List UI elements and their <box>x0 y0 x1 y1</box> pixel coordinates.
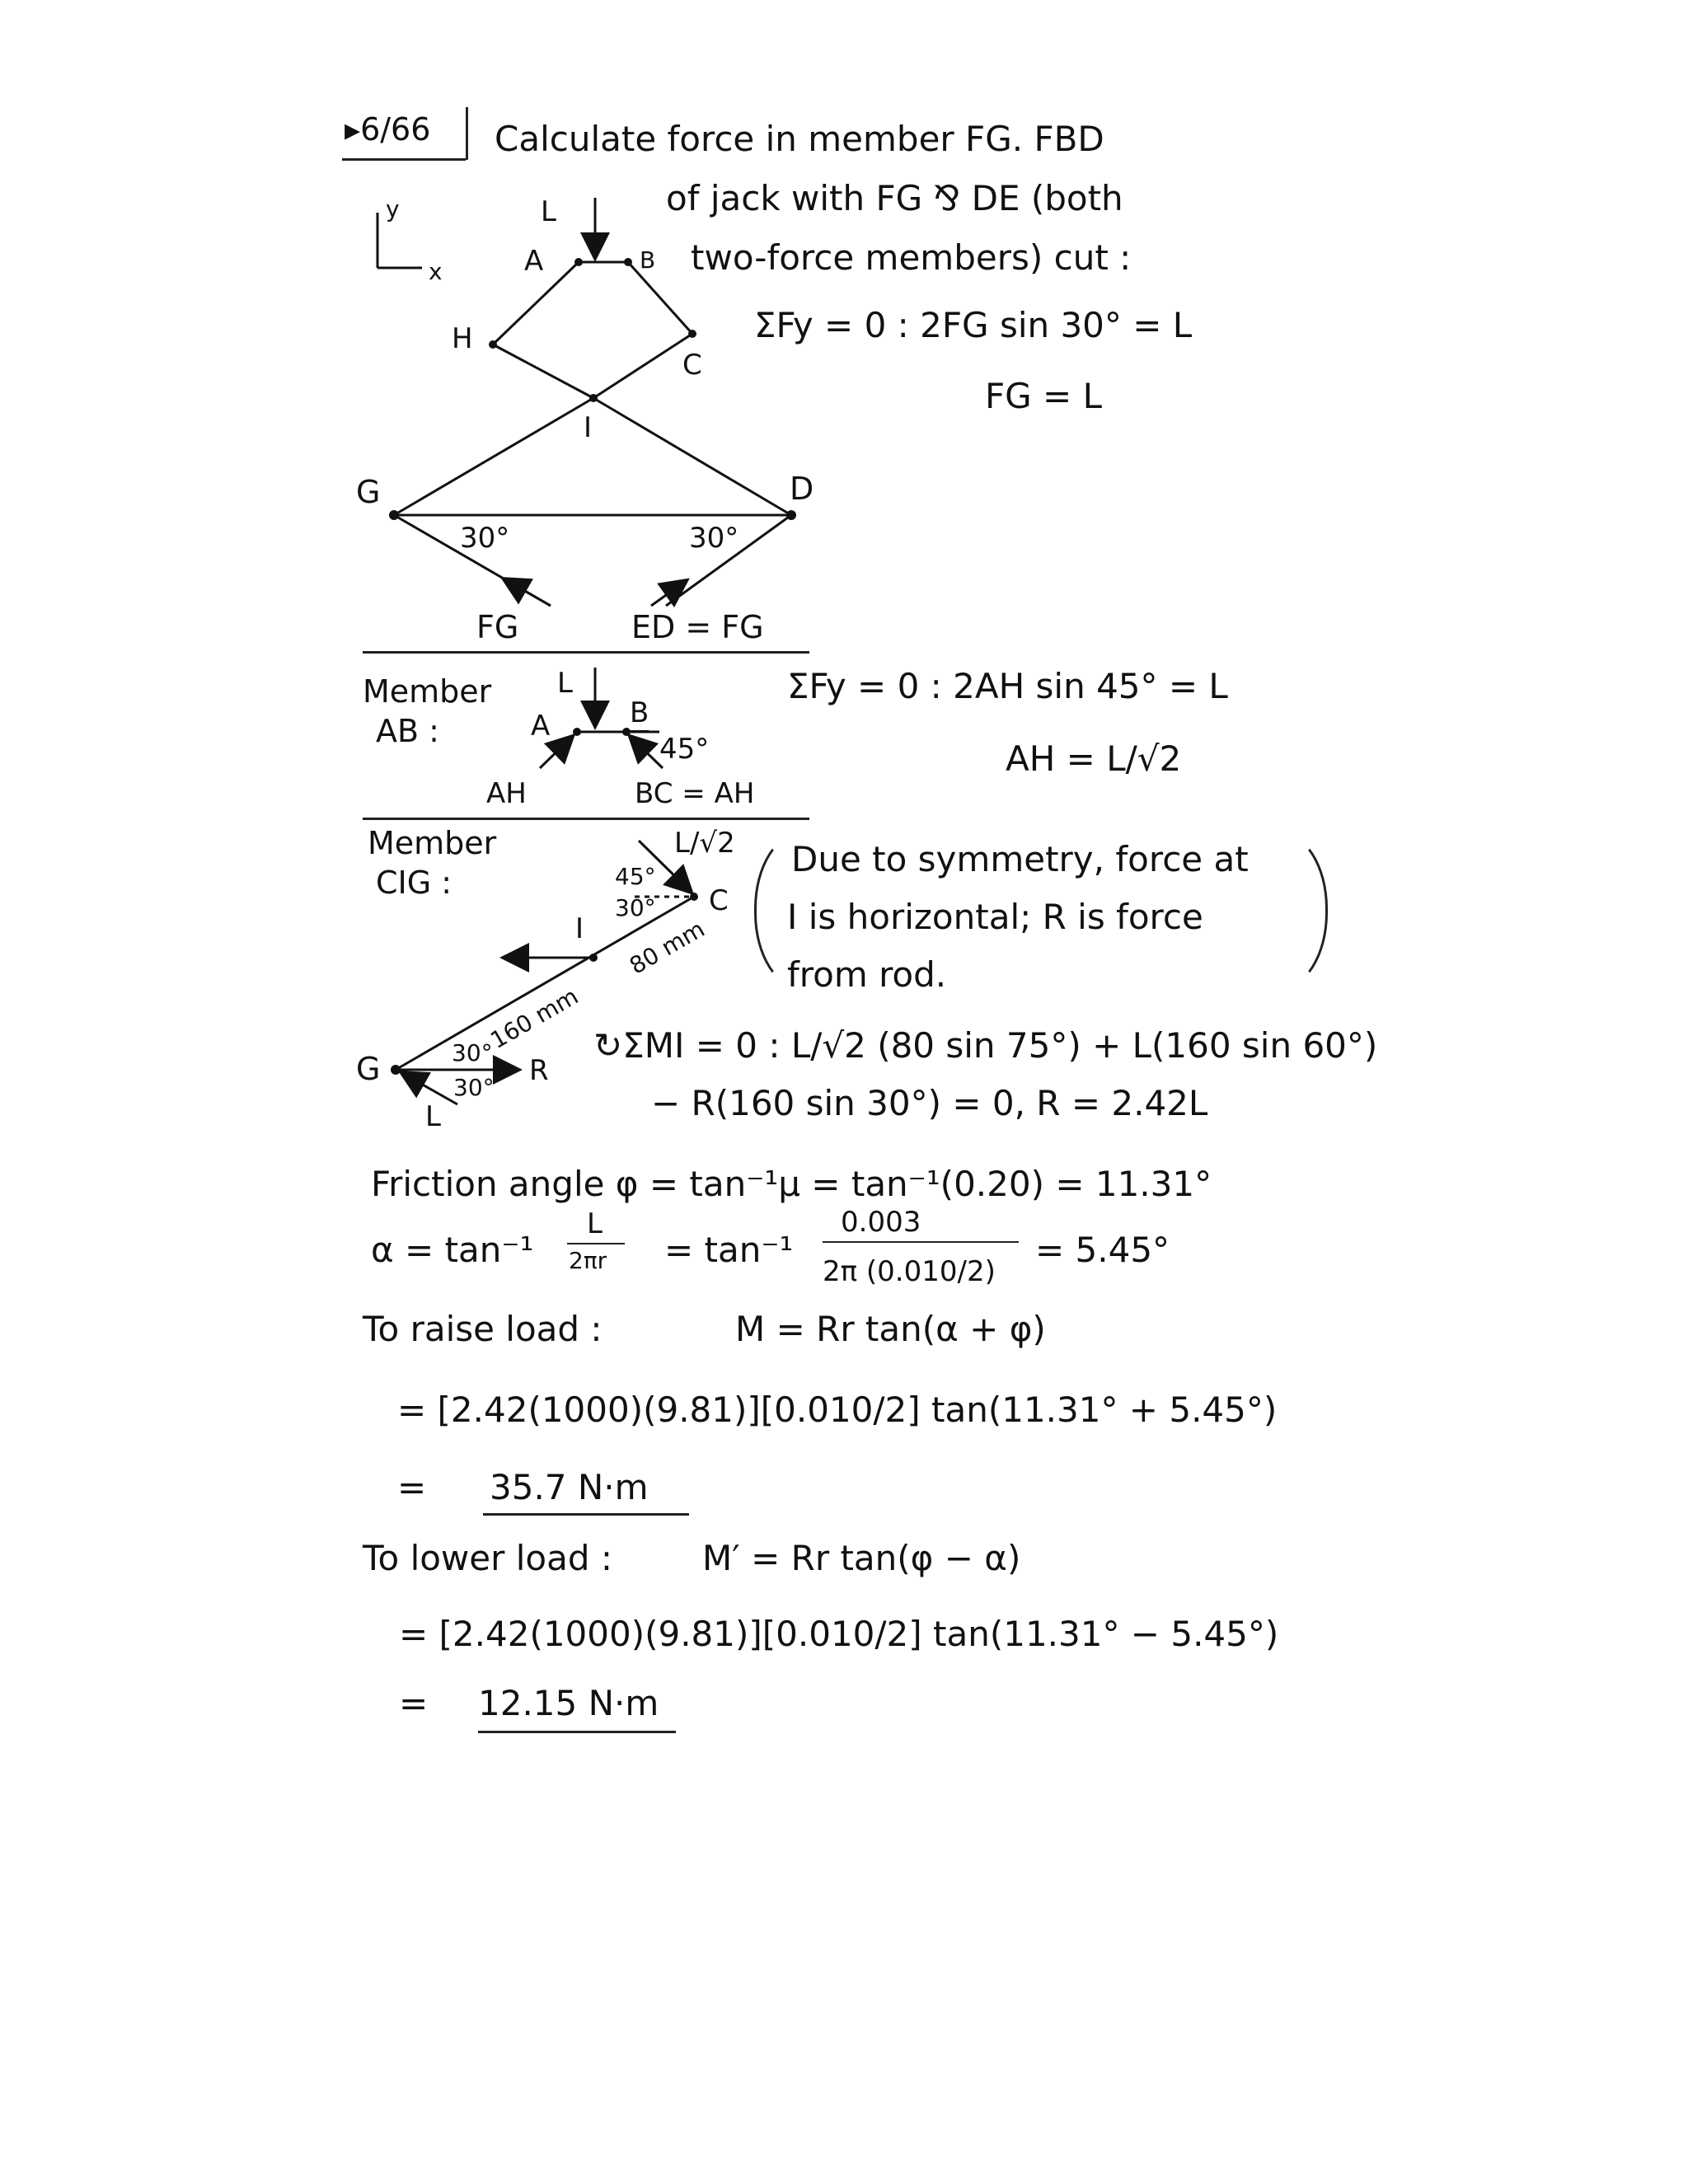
member-cig-dim-160: 160 mm <box>485 982 584 1055</box>
alpha-frac1-bar <box>567 1243 625 1244</box>
point-h-label: H <box>452 322 473 355</box>
member-cig-point-c: C <box>709 884 729 917</box>
member-ab-equation-sum-fy: ΣFy = 0 : 2AH sin 45° = L <box>787 666 1228 706</box>
point-c-label: C <box>682 349 702 382</box>
member-ab-angle: 45° <box>659 733 710 766</box>
member-cig-title-line1: Member <box>368 825 497 861</box>
symmetry-note-line1: Due to symmetry, force at <box>791 839 1249 879</box>
raise-equation: M = Rr tan(α + φ) <box>735 1309 1046 1349</box>
member-cig-dim-80: 80 mm <box>625 915 710 980</box>
point-d-label: D <box>790 471 814 507</box>
member-cig-title-line2: CIG : <box>376 865 452 901</box>
member-cig-angle-30: 30° <box>615 894 656 921</box>
alpha-result: = 5.45° <box>1035 1230 1170 1270</box>
member-ab-title-line2: AB : <box>376 713 439 749</box>
member-cig-angle-g2: 30° <box>453 1074 495 1101</box>
member-cig-force-r: R <box>529 1054 549 1087</box>
axis-x-label: x <box>429 258 443 285</box>
raise-result: 35.7 N·m <box>490 1467 649 1507</box>
symmetry-note-line3: from rod. <box>787 954 947 995</box>
member-ab-force-left: AH <box>486 777 527 810</box>
member-cig-point-i: I <box>575 912 584 945</box>
statement-line-3: two-force members) cut : <box>691 237 1132 278</box>
statement-line-1: Calculate force in member FG. FBD <box>495 119 1104 159</box>
member-ab-force-right: BC = AH <box>635 777 755 810</box>
raise-label: To raise load : <box>363 1309 603 1349</box>
point-b-label: B <box>640 246 656 274</box>
moment-equation-line1: ↻ΣMI = 0 : L/√2 (80 sin 75°) + L(160 sin 60°) <box>593 1025 1378 1066</box>
alpha-frac1-num: L <box>587 1207 603 1240</box>
fbd1-equation-sum-fy: ΣFy = 0 : 2FG sin 30° = L <box>754 305 1193 345</box>
moment-equation-line2: − R(160 sin 30°) = 0, R = 2.42L <box>651 1083 1208 1123</box>
lower-step: = [2.42(1000)(9.81)][0.010/2] tan(11.31° − 5.45°) <box>399 1614 1279 1654</box>
member-ab-point-a: A <box>531 710 551 743</box>
raise-result-equals: = <box>397 1467 427 1507</box>
lower-equation: M′ = Rr tan(φ − α) <box>702 1538 1021 1578</box>
member-cig-load-c: L/√2 <box>674 827 735 860</box>
fbd1-equation-fg: FG = L <box>985 376 1102 416</box>
alpha-mid: = tan⁻¹ <box>664 1230 794 1270</box>
member-ab-equation-ah: AH = L/√2 <box>1006 738 1182 779</box>
point-a-label: A <box>524 245 544 278</box>
member-cig-force-l: L <box>425 1100 441 1133</box>
member-ab-point-b: B <box>630 696 649 729</box>
fbd1-angle-right: 30° <box>689 522 739 555</box>
lower-result: 12.15 N·m <box>478 1683 659 1723</box>
point-i-label: I <box>584 411 593 444</box>
statement-line-2: of jack with FG ⅋ DE (both <box>666 178 1123 218</box>
member-ab-title-line1: Member <box>363 673 492 710</box>
lower-result-equals: = <box>399 1683 429 1723</box>
fbd1-force-left: FG <box>476 609 519 645</box>
member-cig-point-g: G <box>356 1051 381 1087</box>
alpha-frac2-den: 2π (0.010/2) <box>823 1255 996 1288</box>
symmetry-note-line2: I is horizontal; R is force <box>787 897 1203 937</box>
alpha-frac2-bar <box>823 1241 1019 1243</box>
lower-result-underline <box>478 1731 676 1733</box>
raise-result-underline <box>483 1513 689 1516</box>
member-cig-angle-45: 45° <box>615 863 656 890</box>
member-ab-load-label: L <box>557 667 573 700</box>
alpha-frac2-num: 0.003 <box>841 1206 921 1239</box>
axis-y-label: y <box>386 195 400 223</box>
point-g-label: G <box>356 474 381 510</box>
fbd1-load-label: L <box>541 195 556 228</box>
fbd1-angle-left: 30° <box>460 522 510 555</box>
lower-label: To lower load : <box>363 1538 613 1578</box>
member-cig-angle-g1: 30° <box>452 1039 493 1066</box>
problem-number: ▸6/66 <box>345 111 431 148</box>
alpha-lhs: α = tan⁻¹ <box>371 1230 534 1270</box>
friction-angle-equation: Friction angle φ = tan⁻¹μ = tan⁻¹(0.20) = 11.31° <box>371 1164 1212 1204</box>
fbd1-force-right: ED = FG <box>631 609 764 645</box>
alpha-frac1-den: 2πr <box>569 1247 607 1274</box>
raise-step: = [2.42(1000)(9.81)][0.010/2] tan(11.31° + 5.45°) <box>397 1390 1278 1430</box>
